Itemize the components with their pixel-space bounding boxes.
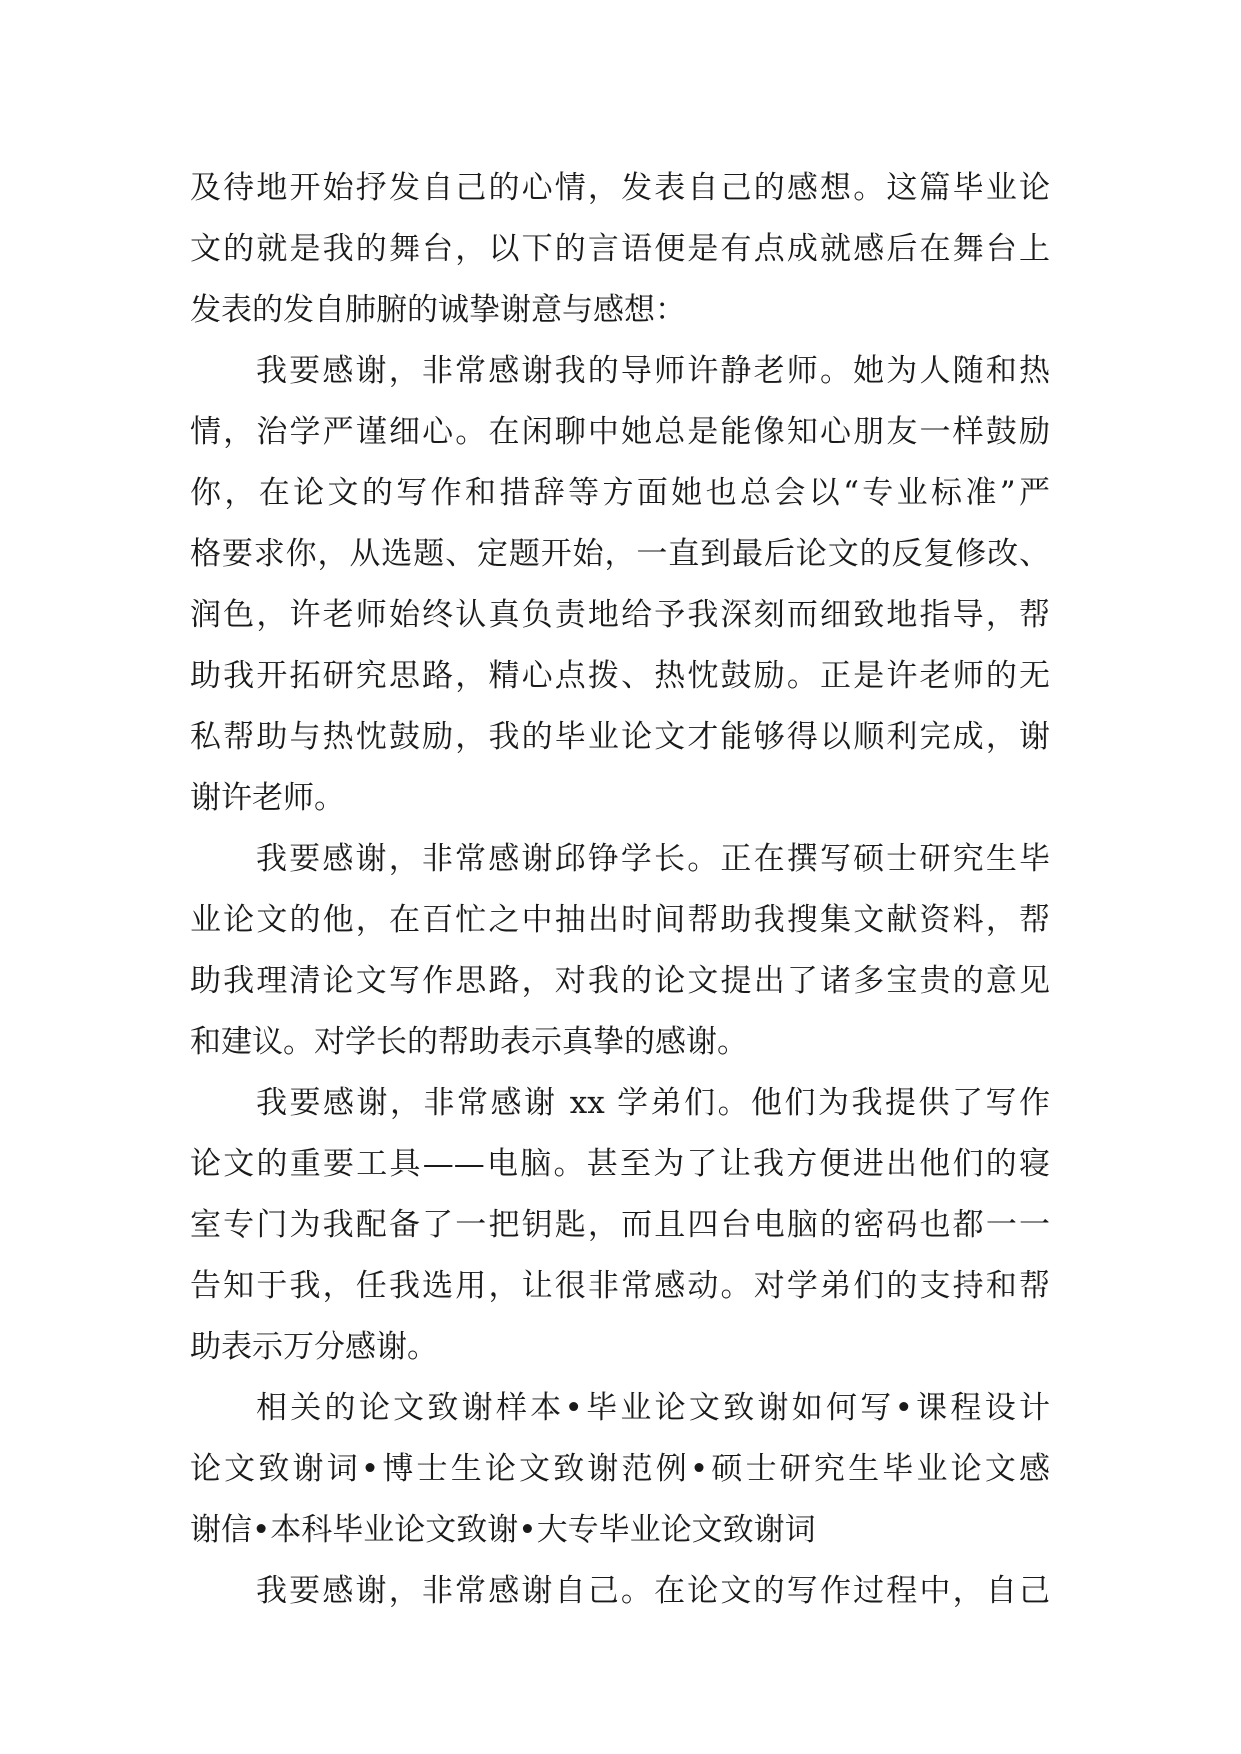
text-line: 私帮助与热忱鼓励，我的毕业论文才能够得以顺利完成，谢 xyxy=(190,719,1050,755)
text-line: 润色，许老师始终认真负责地给予我深刻而细致地指导，帮 xyxy=(190,597,1050,633)
text-line: 及待地开始抒发自己的心情，发表自己的感想。这篇毕业论 xyxy=(190,170,1050,206)
paragraph-related-links xyxy=(190,1378,1050,1561)
text-line: 助我理清论文写作思路，对我的论文提出了诸多宝贵的意见 xyxy=(190,963,1050,999)
paragraph-thanks-senior xyxy=(190,829,1050,1073)
paragraph-intro-continued xyxy=(190,158,1050,341)
text-line: 告知于我，任我选用，让很非常感动。对学弟们的支持和帮 xyxy=(190,1268,1050,1304)
text-line: 相关的论文致谢样本•毕业论文致谢如何写•课程设计 xyxy=(256,1390,1050,1426)
text-line: 业论文的他，在百忙之中抽出时间帮助我搜集文献资料，帮 xyxy=(190,902,1050,938)
text-line: 我要感谢，非常感谢邱铮学长。正在撰写硕士研究生毕 xyxy=(256,841,1050,877)
text-line: 论文致谢词•博士生论文致谢范例•硕士研究生毕业论文感 xyxy=(190,1451,1050,1487)
text-line: 室专门为我配备了一把钥匙，而且四台电脑的密码也都一一 xyxy=(190,1207,1050,1243)
text-line: 谢许老师。 xyxy=(190,780,345,816)
paragraph-thanks-advisor xyxy=(190,341,1050,829)
text-line: 文的就是我的舞台，以下的言语便是有点成就感后在舞台上 xyxy=(190,231,1050,267)
text-line: 论文的重要工具——电脑。甚至为了让我方便进出他们的寝 xyxy=(190,1146,1050,1182)
paragraph-thanks-juniors xyxy=(190,1073,1050,1378)
text-line: 我要感谢，非常感谢自己。在论文的写作过程中，自己 xyxy=(256,1573,1050,1609)
text-line: 助表示万分感谢。 xyxy=(190,1329,438,1365)
text-line: 谢信•本科毕业论文致谢•大专毕业论文致谢词 xyxy=(190,1512,816,1548)
paragraph-thanks-self xyxy=(190,1561,1050,1622)
text-line: 我要感谢，非常感谢 xx 学弟们。他们为我提供了写作 xyxy=(256,1085,1050,1121)
document-page xyxy=(190,158,1050,1622)
text-line: 情，治学严谨细心。在闲聊中她总是能像知心朋友一样鼓励 xyxy=(190,414,1050,450)
text-line: 助我开拓研究思路，精心点拨、热忱鼓励。正是许老师的无 xyxy=(190,658,1050,694)
text-line: 我要感谢，非常感谢我的导师许静老师。她为人随和热 xyxy=(256,353,1050,389)
text-line: 和建议。对学长的帮助表示真挚的感谢。 xyxy=(190,1024,748,1060)
text-line: 你，在论文的写作和措辞等方面她也总会以“专业标准”严 xyxy=(190,475,1050,511)
text-line: 发表的发自肺腑的诚挚谢意与感想： xyxy=(190,292,686,328)
text-line: 格要求你，从选题、定题开始，一直到最后论文的反复修改、 xyxy=(190,536,1050,572)
